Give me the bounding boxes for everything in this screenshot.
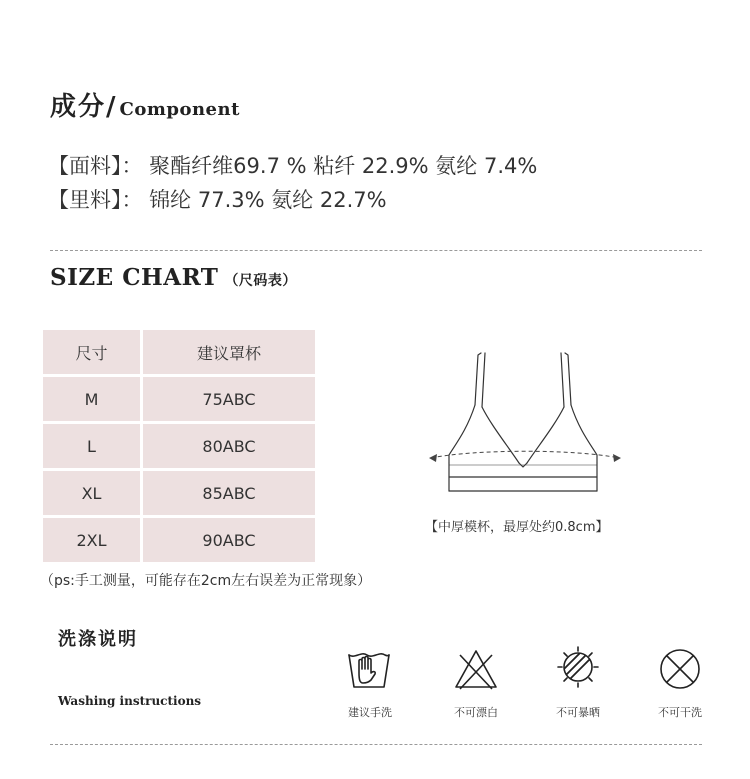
cell-size: L [43, 424, 140, 468]
hand-wash-label: 建议手洗 [348, 706, 392, 719]
no-dry-clean-label: 不可干洗 [658, 706, 702, 719]
illustration-caption: 【中厚模杯，最厚处约0.8cm】 [425, 520, 609, 535]
size-chart-title-en: SIZE CHART [50, 264, 219, 291]
divider [50, 744, 702, 745]
no-dry-clean-icon [656, 645, 704, 693]
cell-size: M [43, 377, 140, 421]
bra-illustration [415, 345, 635, 505]
cell-cup: 75ABC [143, 377, 315, 421]
component-title [50, 86, 240, 123]
table-header-row [43, 330, 315, 374]
divider [50, 250, 702, 251]
table-row [43, 518, 315, 562]
cell-size: XL [43, 471, 140, 515]
cell-cup: 85ABC [143, 471, 315, 515]
no-sun-dry-label: 不可暴晒 [556, 706, 600, 719]
table-row [43, 377, 315, 421]
header-size: 尺寸 [43, 330, 140, 374]
cell-cup: 90ABC [143, 518, 315, 562]
no-bleach-label: 不可漂白 [454, 706, 498, 719]
lining-composition: 【里料】： 锦纶 77.3% 氨纶 22.7% [48, 188, 387, 212]
component-title-en: Component [119, 99, 240, 120]
washing-subtitle: Washing instructions [58, 694, 202, 708]
table-row [43, 424, 315, 468]
no-sun-dry-icon [554, 643, 602, 691]
measurement-note: （ps:手工测量，可能存在2cm左右误差为正常现象） [40, 573, 372, 589]
cell-cup: 80ABC [143, 424, 315, 468]
size-table [43, 330, 315, 565]
no-bleach-icon [452, 645, 500, 693]
size-chart-title [50, 264, 297, 291]
header-cup: 建议罩杯 [143, 330, 315, 374]
hand-wash-icon [345, 645, 393, 693]
table-row [43, 471, 315, 515]
washing-title: 洗涤说明 [58, 629, 138, 650]
component-title-cn: 成分/ [50, 92, 118, 122]
fabric-composition: 【面料】： 聚酯纤维69.7 % 粘纤 22.9% 氨纶 7.4% [48, 154, 538, 178]
cell-size: 2XL [43, 518, 140, 562]
size-chart-title-cn: （尺码表） [224, 273, 297, 289]
